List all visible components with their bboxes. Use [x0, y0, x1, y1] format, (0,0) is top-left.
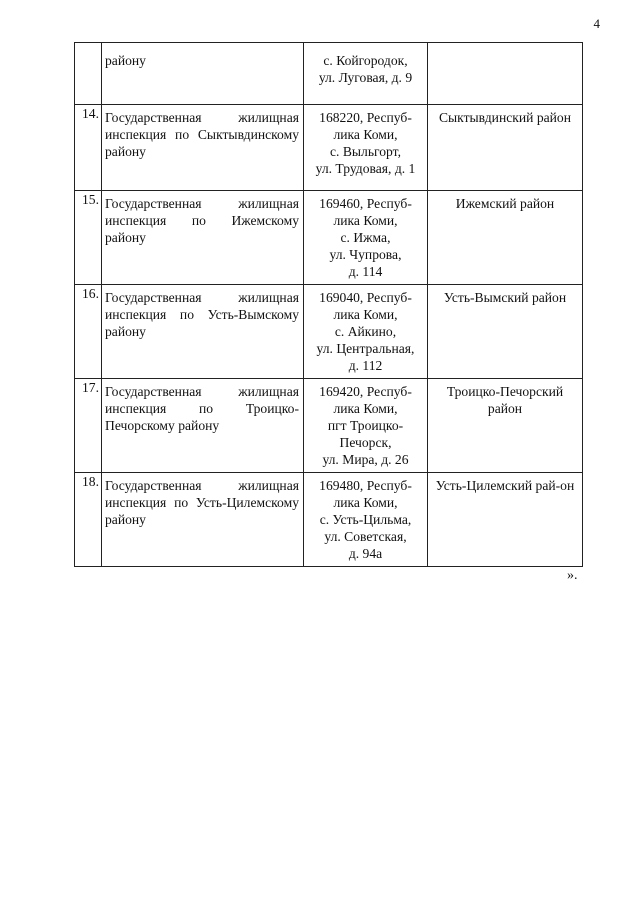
- service-area: Ижемский район: [428, 191, 583, 285]
- address-line: с. Айкино,: [334, 324, 397, 339]
- service-area: Сыктывдинский район: [428, 105, 583, 191]
- inspection-name: Государственная жилищная инспекция по Усть-Цилемскому району: [102, 473, 304, 567]
- address-line: с. Ижма,: [340, 230, 391, 245]
- service-area: Усть-Вымский район: [428, 285, 583, 379]
- address-line: лика Коми,: [333, 213, 398, 228]
- table-row: [75, 43, 583, 105]
- closing-quote-mark: ».: [567, 568, 578, 583]
- address-line: ул. Центральная,: [316, 341, 415, 356]
- address-line: ул. Мира, д. 26: [322, 452, 409, 467]
- inspection-address: [304, 379, 428, 473]
- inspection-name: Государственная жилищная инспекция по Усть-Вымскому району: [102, 285, 304, 379]
- table-row: [75, 379, 583, 473]
- inspection-address: [304, 285, 428, 379]
- inspection-name: Государственная жилищная инспекция по Троицко-Печорскому району: [102, 379, 304, 473]
- table-row: [75, 191, 583, 285]
- row-number: 18.: [75, 473, 102, 567]
- row-number: 16.: [75, 285, 102, 379]
- row-number: 17.: [75, 379, 102, 473]
- page-number: 4: [593, 16, 600, 31]
- inspection-name: Государственная жилищная инспекция по Ижемскому району: [102, 191, 304, 285]
- address-line: Печорск,: [339, 435, 392, 450]
- address-line: пгт Троицко-: [327, 418, 404, 433]
- inspection-address: [304, 43, 428, 105]
- address-line: ул. Чупрова,: [329, 247, 402, 262]
- address-line: ул. Советская,: [324, 529, 407, 544]
- row-number: [75, 43, 102, 105]
- address-line: 169040, Респуб-: [319, 290, 412, 305]
- table-row: [75, 473, 583, 567]
- inspection-registry-table: [74, 42, 583, 567]
- address-line: 169460, Респуб-: [319, 196, 412, 211]
- address-line: с. Койгородок,: [323, 53, 408, 68]
- address-line: лика Коми,: [333, 495, 398, 510]
- address-line: с. Выльгорт,: [330, 144, 401, 159]
- inspection-address: [304, 473, 428, 567]
- address-line: лика Коми,: [333, 401, 398, 416]
- address-line: 169420, Респуб-: [319, 384, 412, 399]
- service-area: [428, 43, 583, 105]
- inspection-address: [304, 105, 428, 191]
- address-line: с. Усть-Цильма,: [319, 512, 412, 527]
- table-row: [75, 105, 583, 191]
- service-area: Усть-Цилемский рай-он: [428, 473, 583, 567]
- inspection-name: району: [102, 43, 304, 105]
- address-line: д. 114: [348, 264, 383, 279]
- address-line: ул. Луговая, д. 9: [318, 70, 413, 85]
- table-row: [75, 285, 583, 379]
- row-number: 15.: [75, 191, 102, 285]
- address-line: д. 112: [348, 358, 383, 373]
- address-line: 169480, Респуб-: [319, 478, 412, 493]
- address-line: 168220, Респуб-: [319, 110, 412, 125]
- inspection-address: [304, 191, 428, 285]
- address-line: ул. Трудовая, д. 1: [315, 161, 416, 176]
- address-line: лика Коми,: [333, 307, 398, 322]
- address-line: д. 94а: [348, 546, 383, 561]
- address-line: лика Коми,: [333, 127, 398, 142]
- inspection-name: Государственная жилищная инспекция по Сыктывдинскому району: [102, 105, 304, 191]
- row-number: 14.: [75, 105, 102, 191]
- service-area: Троицко-Печорский район: [428, 379, 583, 473]
